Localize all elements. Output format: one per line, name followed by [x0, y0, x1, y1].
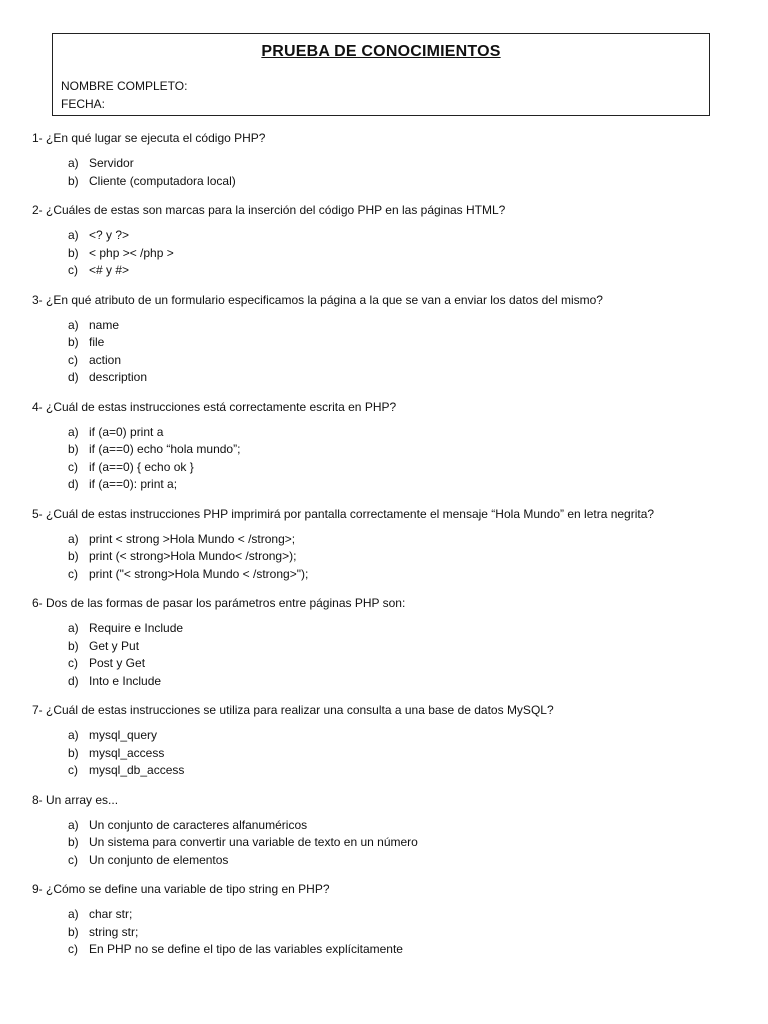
option-list	[32, 906, 742, 959]
option-list	[32, 227, 742, 280]
question-2	[32, 201, 742, 280]
option-item	[68, 566, 742, 584]
option-text: mysql_query	[89, 728, 158, 742]
option-item	[68, 834, 742, 852]
option-list	[32, 155, 742, 190]
question-text: 3- ¿En qué atributo de un formulario especificamos la página a la que se van a enviar los datos del mismo?	[32, 292, 603, 307]
option-letter: d)	[68, 673, 79, 688]
question-text: 5- ¿Cuál de estas instrucciones PHP imprimirá por pantalla correctamente el mensaje “Hola Mundo” en letra negrita?	[32, 506, 655, 521]
option-text: if (a==0) { echo ok }	[89, 459, 194, 474]
option-item	[68, 227, 742, 245]
option-item	[68, 745, 742, 763]
option-list	[32, 531, 742, 584]
option-item	[68, 817, 742, 835]
question-text: 9- ¿Cómo se define una variable de tipo string en PHP?	[32, 882, 330, 896]
option-list	[32, 817, 742, 870]
question-text: 4- ¿Cuál de estas instrucciones está correctamente escrita en PHP?	[32, 399, 397, 414]
date-label: FECHA:	[61, 97, 106, 111]
option-letter: b)	[68, 442, 79, 456]
option-letter: c)	[68, 656, 78, 670]
option-text: Post y Get	[89, 656, 146, 670]
option-text: if (a=0) print a	[89, 424, 164, 439]
option-letter: b)	[68, 549, 79, 563]
option-item	[68, 441, 742, 459]
option-letter: c)	[68, 852, 78, 867]
option-list	[32, 727, 742, 780]
question-text: 7- ¿Cuál de estas instrucciones se utiliza para realizar una consulta a una base de datos MySQL?	[32, 703, 554, 717]
option-item	[68, 941, 742, 959]
name-label: NOMBRE COMPLETO:	[61, 79, 188, 93]
option-text: print (< strong>Hola Mundo< /strong>);	[89, 549, 297, 563]
option-letter: b)	[68, 745, 79, 760]
option-letter: c)	[68, 352, 78, 367]
option-letter: b)	[68, 173, 79, 188]
question-text: 1- ¿En qué lugar se ejecuta el código PHP?	[32, 131, 266, 145]
header-box	[52, 33, 710, 116]
question-list	[32, 129, 742, 970]
option-text: < php >< /php >	[89, 245, 174, 260]
option-item	[68, 476, 742, 494]
option-item	[68, 620, 742, 638]
question-8	[32, 791, 742, 870]
option-text: mysql_db_access	[89, 763, 185, 777]
question-text: 2- ¿Cuáles de estas son marcas para la inserción del código PHP en las páginas HTML?	[32, 203, 506, 217]
option-text: Un sistema para convertir una variable de texto en un número	[89, 835, 418, 849]
option-text: En PHP no se define el tipo de las variables explícitamente	[89, 942, 403, 956]
option-text: if (a==0) echo “hola mundo”;	[89, 442, 241, 456]
option-letter: b)	[68, 335, 79, 349]
option-item	[68, 262, 742, 280]
option-letter: a)	[68, 728, 79, 742]
option-letter: a)	[68, 531, 79, 546]
option-letter: d)	[68, 370, 79, 384]
option-text: Un conjunto de caracteres alfanuméricos	[89, 817, 308, 832]
option-letter: a)	[68, 907, 79, 921]
option-text: Un conjunto de elementos	[89, 852, 229, 867]
option-letter: a)	[68, 424, 79, 439]
option-letter: b)	[68, 924, 79, 939]
question-text: 8- Un array es...	[32, 792, 119, 807]
option-text: name	[89, 317, 120, 332]
option-item	[68, 727, 742, 745]
option-text: Get y Put	[89, 638, 140, 653]
option-list	[32, 424, 742, 494]
question-1	[32, 129, 742, 190]
option-item	[68, 317, 742, 335]
option-text: Cliente (computadora local)	[89, 173, 236, 188]
option-text: Servidor	[89, 156, 134, 170]
option-letter: c)	[68, 263, 78, 277]
option-letter: c)	[68, 942, 78, 956]
question-5	[32, 505, 742, 584]
question-9	[32, 880, 742, 959]
option-item	[68, 369, 742, 387]
option-text: Into e Include	[89, 673, 162, 688]
option-item	[68, 762, 742, 780]
option-item	[68, 924, 742, 942]
option-item	[68, 906, 742, 924]
option-item	[68, 852, 742, 870]
option-text: print < strong >Hola Mundo < /strong>;	[89, 531, 296, 546]
option-letter: a)	[68, 817, 79, 832]
option-letter: b)	[68, 835, 79, 849]
option-item	[68, 155, 742, 173]
option-letter: c)	[68, 459, 78, 474]
option-letter: c)	[68, 763, 78, 777]
option-letter: a)	[68, 621, 79, 635]
option-text: char str;	[89, 907, 133, 921]
option-item	[68, 531, 742, 549]
option-item	[68, 352, 742, 370]
question-4	[32, 398, 742, 494]
option-text: if (a==0): print a;	[89, 477, 178, 491]
option-item	[68, 548, 742, 566]
option-letter: a)	[68, 156, 79, 170]
option-text: <? y ?>	[89, 228, 130, 242]
option-text: action	[89, 352, 122, 367]
option-list	[32, 620, 742, 690]
option-item	[68, 459, 742, 477]
option-letter: a)	[68, 317, 79, 332]
option-letter: b)	[68, 638, 79, 653]
option-text: description	[89, 370, 148, 384]
option-item	[68, 673, 742, 691]
option-item	[68, 424, 742, 442]
option-item	[68, 638, 742, 656]
option-letter: b)	[68, 245, 79, 260]
question-3	[32, 291, 742, 387]
question-7	[32, 701, 742, 780]
option-item	[68, 245, 742, 263]
option-letter: d)	[68, 477, 79, 491]
option-letter: c)	[68, 566, 78, 581]
option-letter: a)	[68, 228, 79, 242]
option-text: <# y #>	[89, 263, 130, 277]
question-text: 6- Dos de las formas de pasar los parámetros entre páginas PHP son:	[32, 596, 406, 610]
question-6	[32, 594, 742, 690]
option-text: print ("< strong>Hola Mundo < /strong>");	[89, 566, 309, 581]
option-text: string str;	[89, 924, 139, 939]
page-title: PRUEBA DE CONOCIMIENTOS	[261, 43, 501, 60]
option-item	[68, 173, 742, 191]
option-item	[68, 334, 742, 352]
option-text: file	[89, 335, 105, 349]
option-list	[32, 317, 742, 387]
option-text: Require e Include	[89, 621, 184, 635]
option-text: mysql_access	[89, 745, 165, 760]
option-item	[68, 655, 742, 673]
